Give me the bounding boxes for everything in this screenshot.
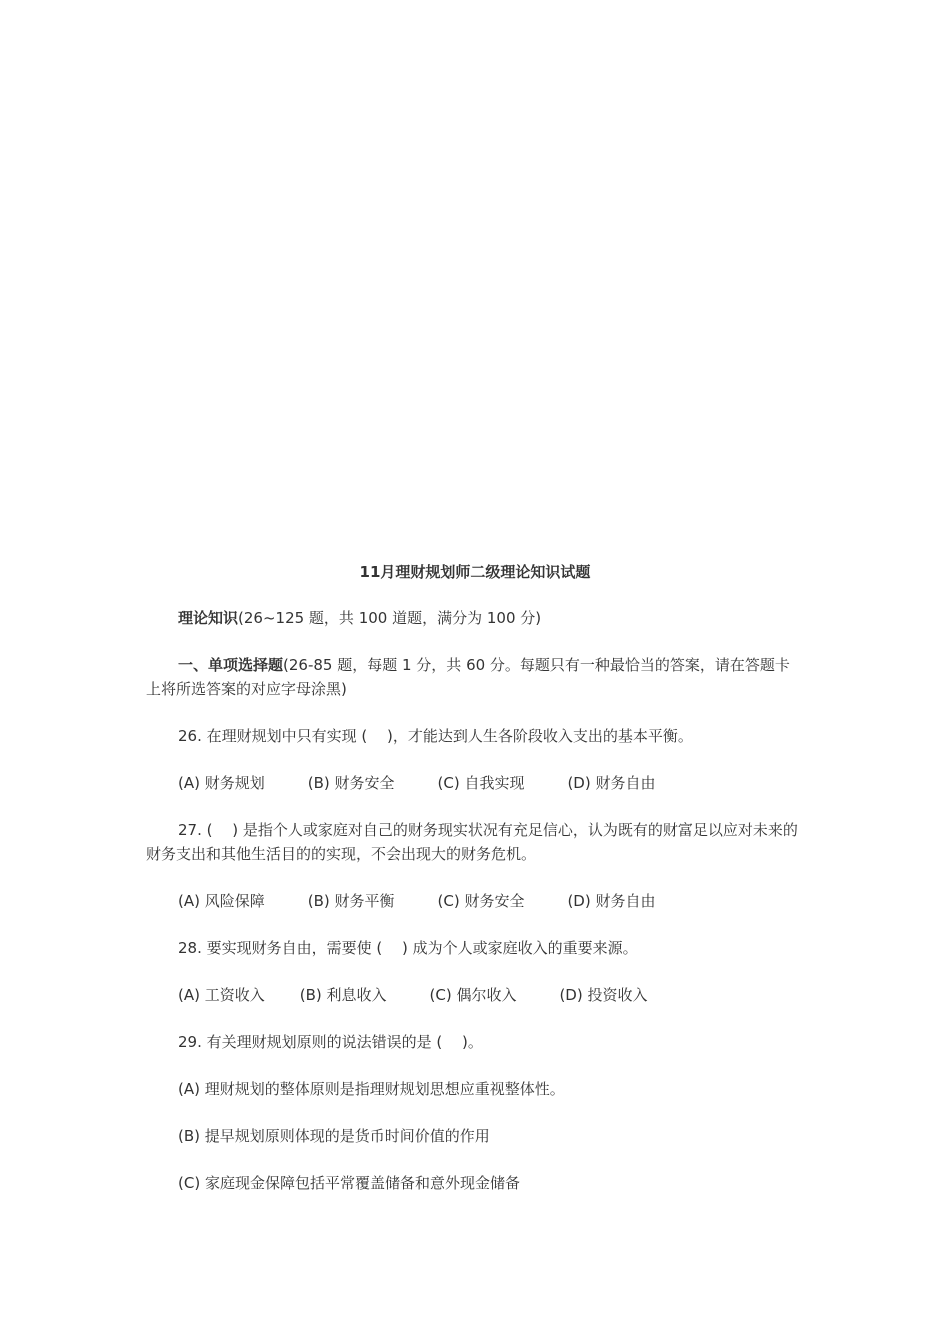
question-27-stem: 27. ( ) 是指个人或家庭对自己的财务现实状况有充足信心，认为既有的财富足以应对未来的财务支出和其他生活目的的实现，不会出现大的财务危机。 [146,821,798,863]
question-27-option-b: (B) 财务平衡 [307,892,395,910]
question-29-option-a: (A) 理财规划的整体原则是指理财规划思想应重视整体性。 [178,1080,565,1098]
question-28-options [178,983,804,1007]
question-28-option-a: (A) 工资收入 [178,986,265,1004]
question-28-option-c: (C) 偶尔收入 [429,986,517,1004]
question-27-options [178,889,804,913]
question-26-option-b: (B) 财务安全 [307,774,395,792]
single-choice-description: (26-85 题，每题 1 分，共 60 分。每题只有一种最恰当的答案，请在答题卡上将所选答案的对应字母涂黑) [146,656,790,698]
question-26-option-d: (D) 财务自由 [567,774,656,792]
theory-section-heading [146,606,804,630]
theory-description: (26~125 题，共 100 道题，满分为 100 分) [238,609,542,627]
question-29-stem: 29. 有关理财规划原则的说法错误的是 ( )。 [178,1033,483,1051]
question-26-options [178,771,804,795]
single-choice-heading [146,653,804,701]
question-26-option-a: (A) 财务规划 [178,774,265,792]
document-body [146,560,804,1218]
theory-label: 理论知识 [178,609,239,627]
question-26-stem: 26. 在理财规划中只有实现 ( )，才能达到人生各阶段收入支出的基本平衡。 [178,727,693,745]
page-title: 11月理财规划师二级理论知识试题 [359,563,591,581]
question-29-option-c: (C) 家庭现金保障包括平常覆盖储备和意外现金储备 [178,1174,520,1192]
question-26-option-c: (C) 自我实现 [437,774,525,792]
question-28-stem: 28. 要实现财务自由，需要使 ( ) 成为个人或家庭收入的重要来源。 [178,939,638,957]
question-29-option-b: (B) 提早规划原则体现的是货币时间价值的作用 [178,1127,490,1145]
question-27-option-c: (C) 财务安全 [437,892,525,910]
question-27-option-d: (D) 财务自由 [567,892,656,910]
question-27-option-a: (A) 风险保障 [178,892,265,910]
question-28-option-b: (B) 利息收入 [299,986,387,1004]
single-choice-label: 一、单项选择题 [178,656,284,674]
question-28-option-d: (D) 投资收入 [559,986,648,1004]
